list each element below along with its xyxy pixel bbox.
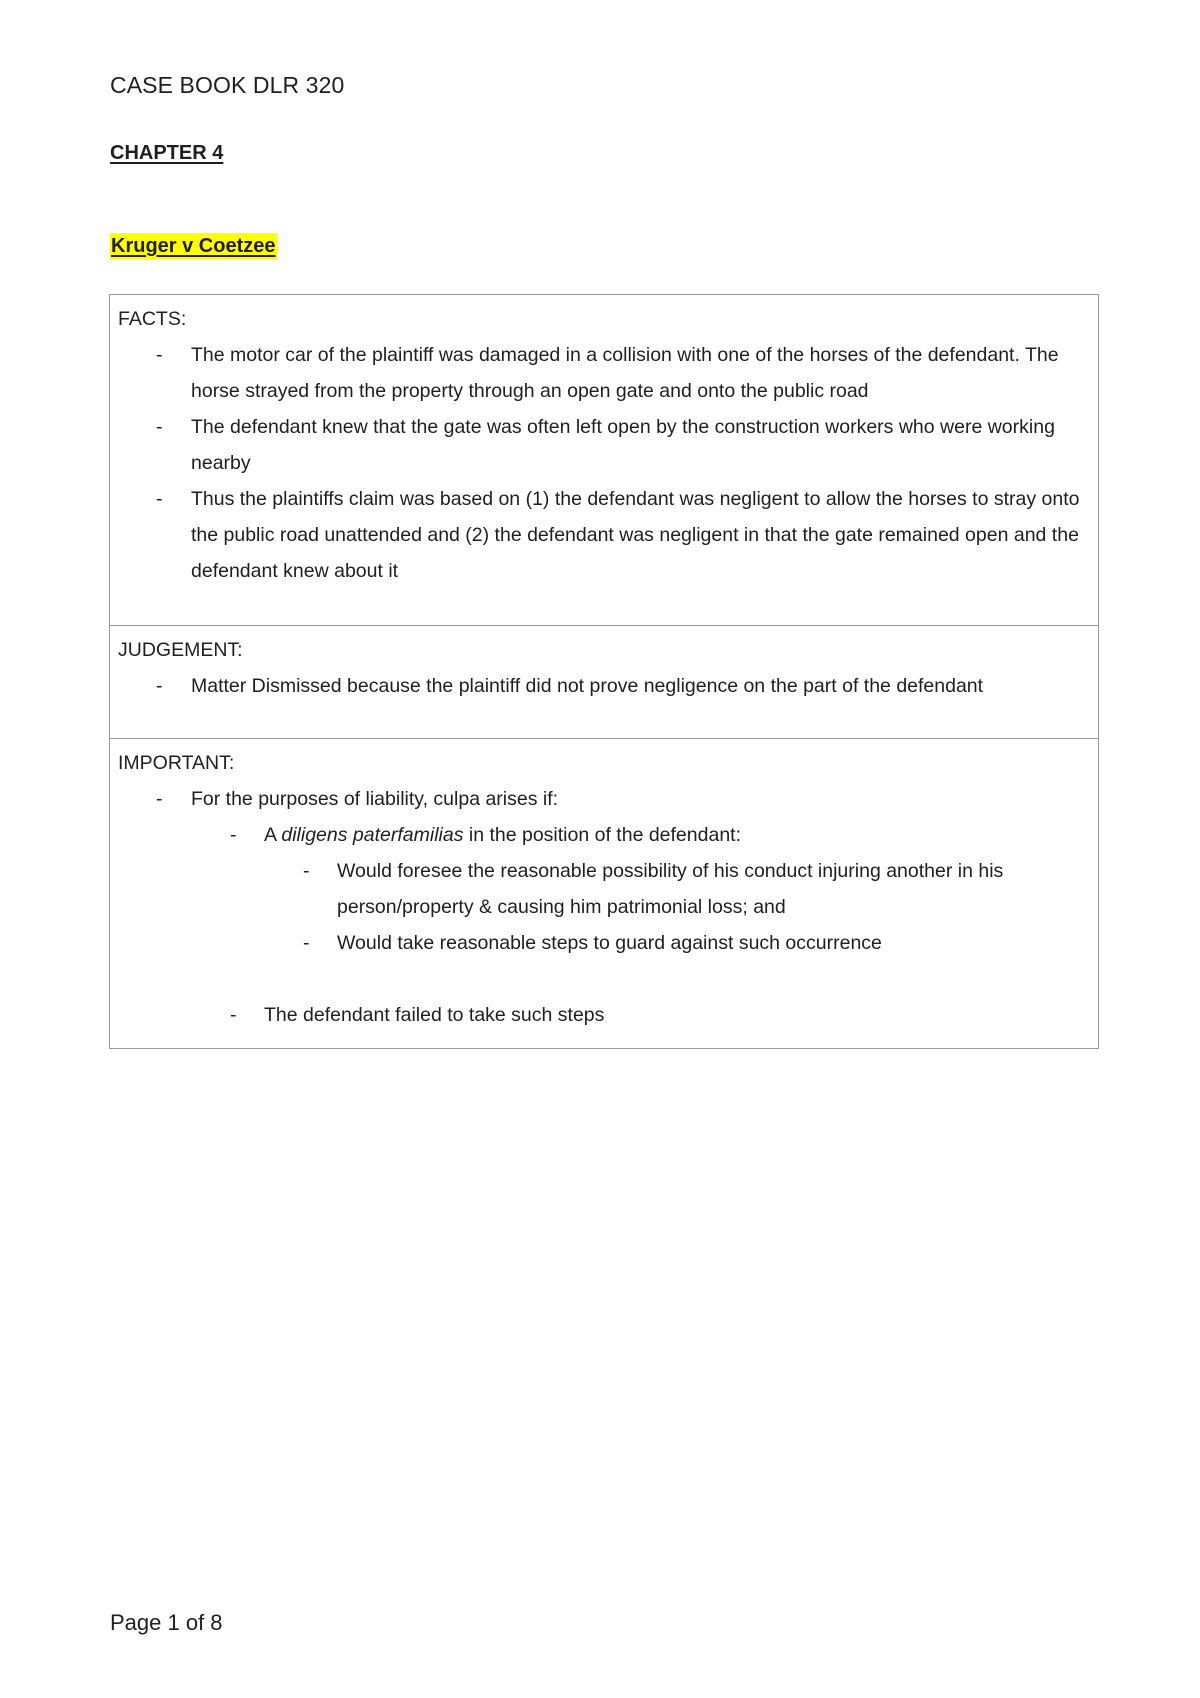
important-subsubitem-text: Would take reasonable steps to guard against such occurrence xyxy=(337,932,882,954)
bullet-dash: - xyxy=(303,932,310,954)
facts-item-text: Thus the plaintiffs claim was based on (1) the defendant was negligent to allow the horses to stray onto the public road unattended and (2) the defendant was negligent in that the gate remained open and the defendant knew about it xyxy=(191,488,1080,582)
important-subsubitem xyxy=(118,853,1090,925)
facts-item-text: The motor car of the plaintiff was damaged in a collision with one of the horses of the defendant. The horse strayed from the property through an open gate and onto the public road xyxy=(191,344,1059,402)
bullet-dash: - xyxy=(230,1004,237,1026)
chapter-heading: CHAPTER 4 xyxy=(110,142,224,164)
bullet-dash: - xyxy=(156,488,163,510)
important-item-text: For the purposes of liability, culpa arises if: xyxy=(191,788,559,810)
important-label: IMPORTANT: xyxy=(118,752,235,774)
bullet-dash: - xyxy=(303,860,310,882)
facts-item xyxy=(118,409,1090,481)
facts-section xyxy=(110,295,1098,625)
bullet-dash: - xyxy=(156,416,163,438)
latin-term: diligens paterfamilias xyxy=(281,824,464,846)
important-subitem-prefix: A xyxy=(264,824,282,846)
important-conclusion-text: The defendant failed to take such steps xyxy=(264,1004,605,1026)
important-subitem xyxy=(118,817,1090,853)
bullet-dash: - xyxy=(156,344,163,366)
case-title: Kruger v Coetzee xyxy=(111,235,276,257)
facts-item-text: The defendant knew that the gate was often left open by the construction workers who were working nearby xyxy=(191,416,1055,474)
important-item xyxy=(118,781,1090,817)
facts-item xyxy=(118,481,1090,589)
important-subitem xyxy=(118,997,1090,1033)
blank-line xyxy=(118,961,1090,997)
bullet-dash: - xyxy=(230,824,237,846)
judgement-item-text: Matter Dismissed because the plaintiff did not prove negligence on the part of the defendant xyxy=(191,675,984,697)
judgement-label: JUDGEMENT: xyxy=(118,639,243,661)
facts-item xyxy=(118,337,1090,409)
judgement-item xyxy=(118,668,1090,704)
bullet-dash: - xyxy=(156,675,163,697)
important-subsubitem xyxy=(118,925,1090,961)
important-section xyxy=(110,738,1098,1048)
document-header: CASE BOOK DLR 320 xyxy=(110,72,345,98)
page-number: Page 1 of 8 xyxy=(110,1610,223,1635)
case-summary-table xyxy=(109,294,1099,1049)
important-subsubitem-text: Would foresee the reasonable possibility of his conduct injuring another in his person/property & causing him patrimonial loss; and xyxy=(337,860,1004,918)
facts-label: FACTS: xyxy=(118,308,187,330)
bullet-dash: - xyxy=(156,788,163,810)
important-subitem-suffix: in the position of the defendant: xyxy=(463,824,741,846)
judgement-section xyxy=(110,625,1098,738)
